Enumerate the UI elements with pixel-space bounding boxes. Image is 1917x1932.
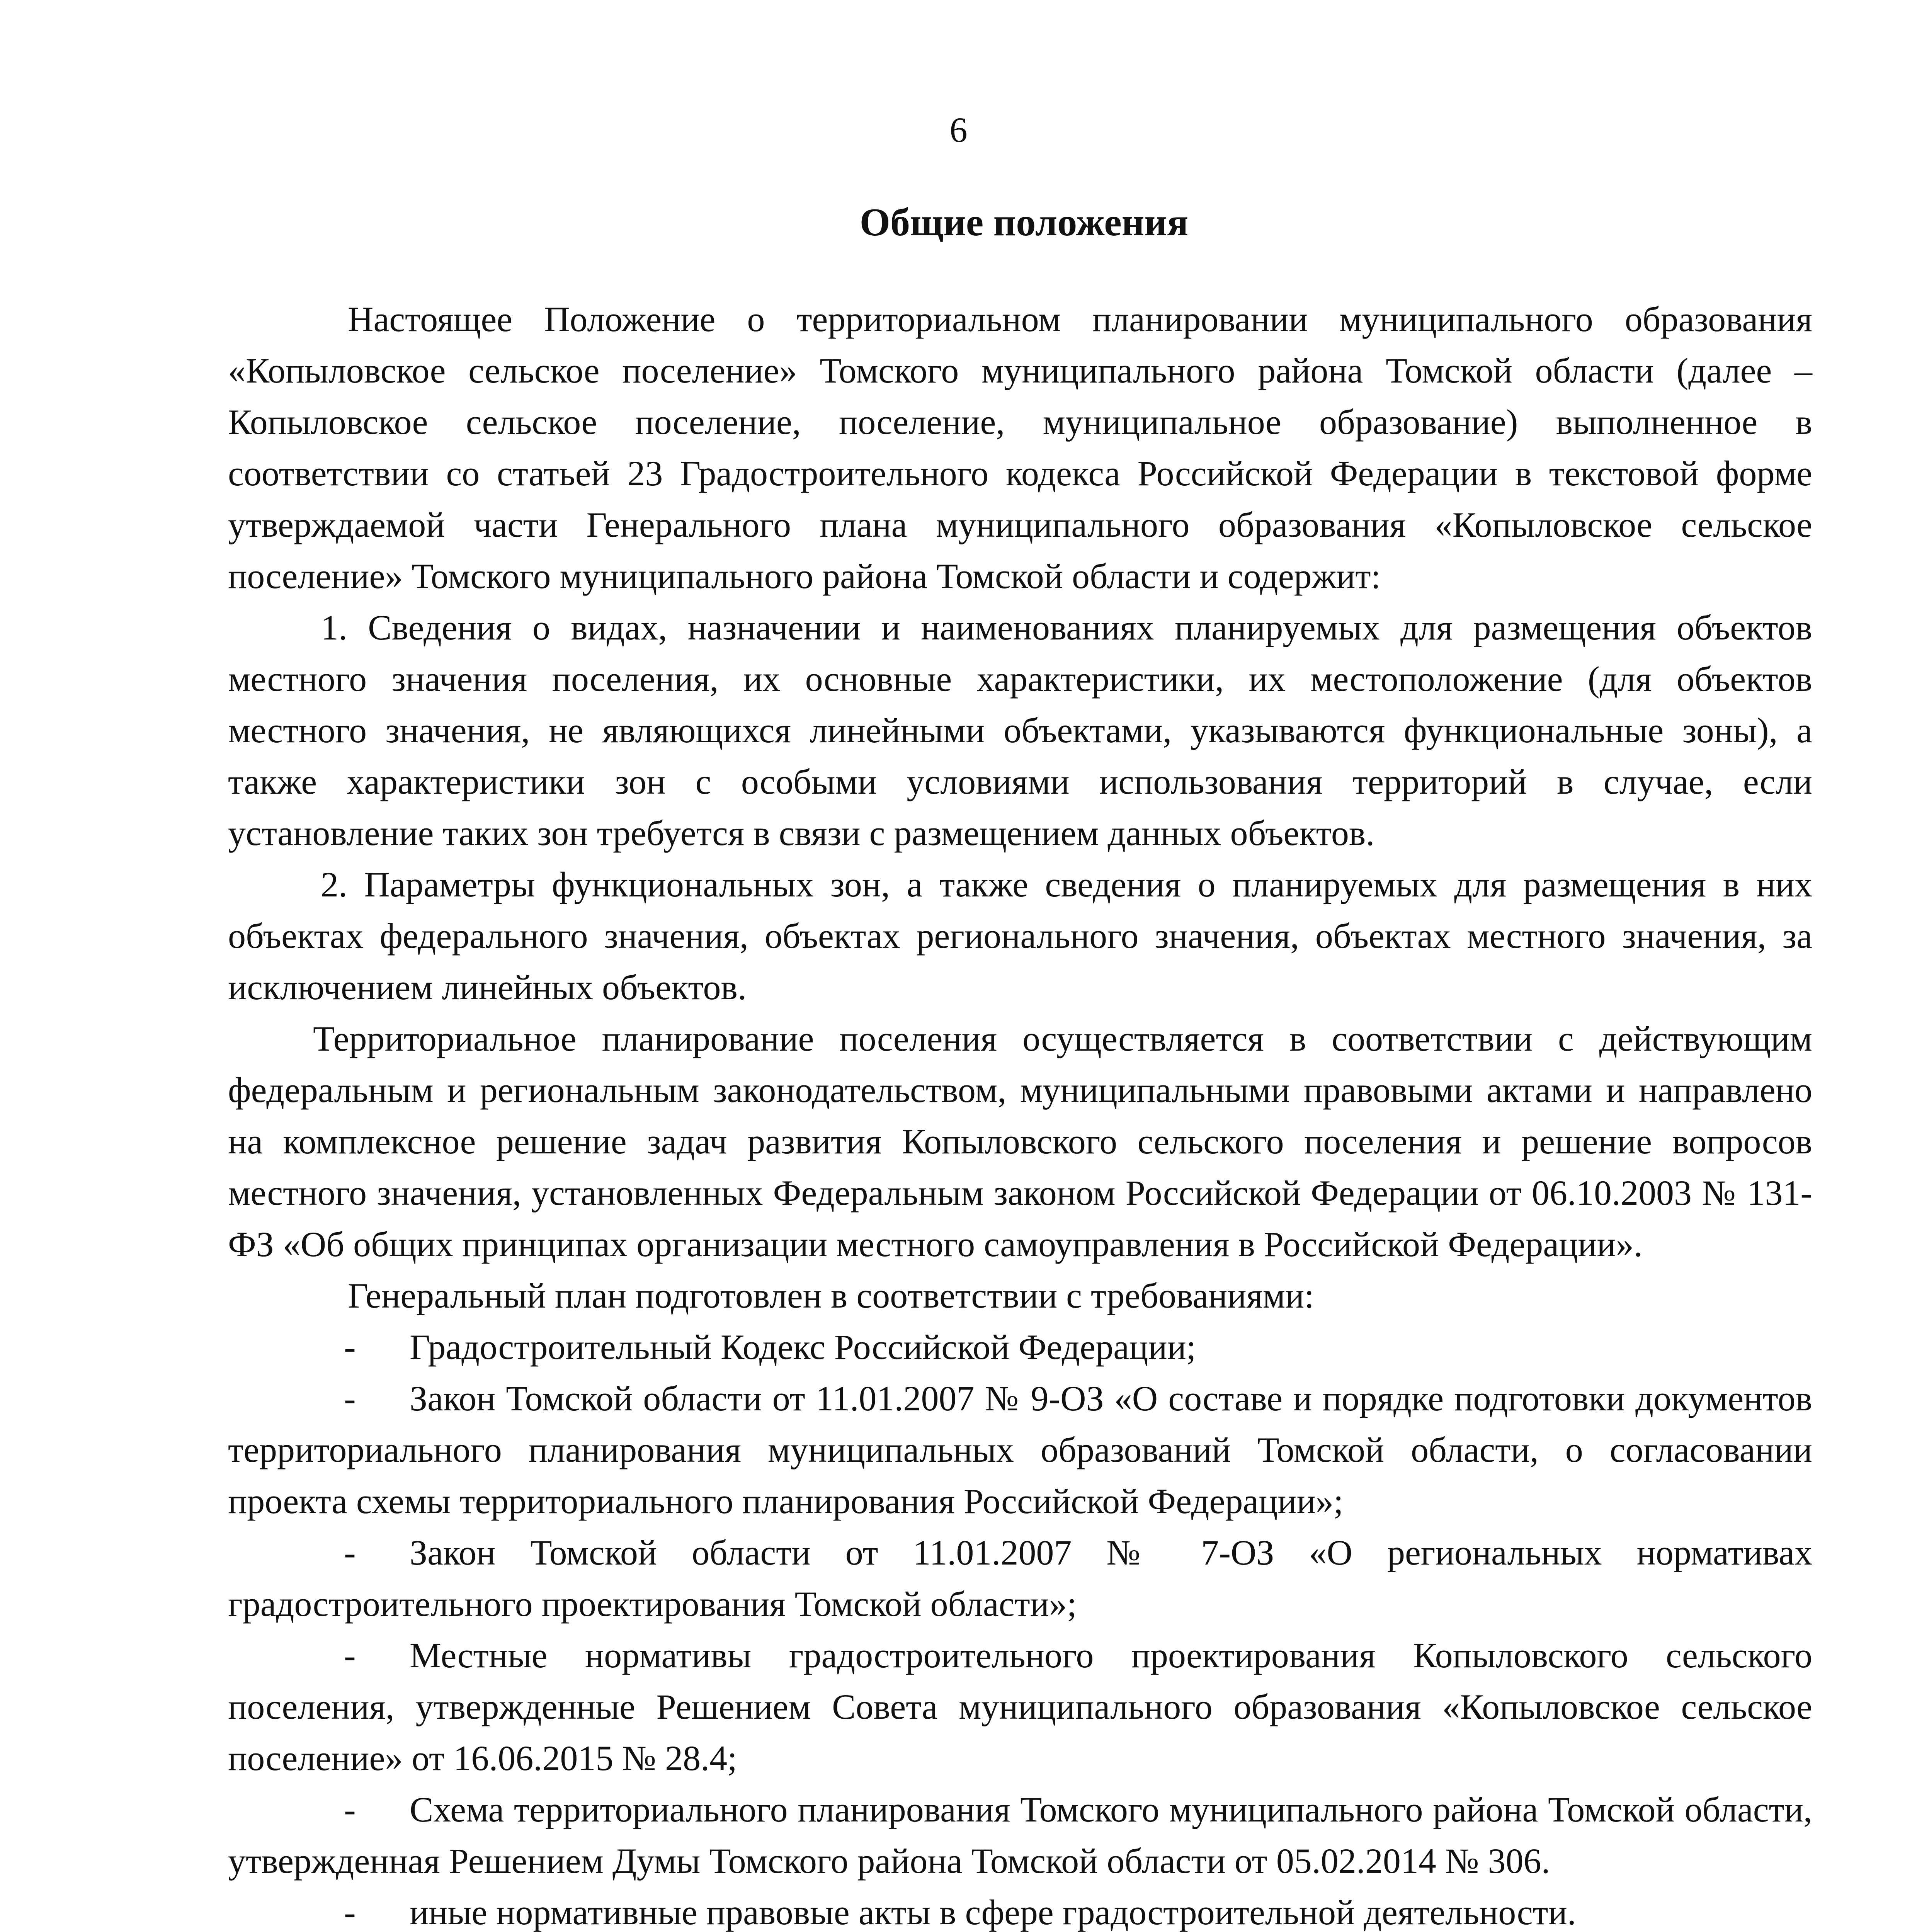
document-body bbox=[228, 294, 1812, 1932]
requirements-intro: Генеральный план подготовлен в соответствии с требованиями: bbox=[348, 1276, 1314, 1315]
requirement-item-6 bbox=[228, 1887, 1812, 1932]
intro-paragraph: Настоящее Положение о территориальном планировании муниципального образования «Копыловское сельское поселение» Томского муниципального района Томской области (далее – Копыловское сельское поселение, поселение, муниципальное образование) выполненное в соответствии со статьей 23 Градостроительного кодекса Российской Федерации в текстовой форме утверждаемой части Генерального плана муниципального образования «Копыловское сельское поселение» Томского муниципального района Томской области и содержит: bbox=[228, 299, 1812, 596]
requirement-item-2 bbox=[228, 1373, 1812, 1527]
dash-marker: - bbox=[344, 1893, 356, 1932]
requirement-text: Закон Томской области от 11.01.2007 № 7-ОЗ «О региональных нормативах градостроительного проектирования Томской области»; bbox=[228, 1533, 1812, 1624]
requirement-item-1 bbox=[228, 1321, 1812, 1373]
dash-marker: - bbox=[344, 1379, 356, 1418]
dash-marker: - bbox=[344, 1533, 356, 1572]
requirement-text: Градостроительный Кодекс Российской Федерации; bbox=[410, 1327, 1196, 1367]
requirement-text: Закон Томской области от 11.01.2007 № 9-ОЗ «О составе и порядке подготовки документов территориального планирования муниципальных образований Томской области, о согласовании проекта схемы территориального планирования Российской Федерации»; bbox=[228, 1379, 1812, 1521]
requirement-item-4 bbox=[228, 1630, 1812, 1784]
section-title: Общие положения bbox=[859, 201, 1189, 244]
planning-paragraph: Территориальное планирование поселения осуществляется в соответствии с действующим федеральным и региональным законодательством, муниципальными правовыми актами и направлено на комплексное решение задач развития Копыловского сельского поселения и решение вопросов местного значения, установленных Федеральным законом Российской Федерации от 06.10.2003 № 131-ФЗ «Об общих принципах организации местного самоуправления в Российской Федерации». bbox=[228, 1019, 1812, 1264]
dash-marker: - bbox=[344, 1790, 356, 1829]
dash-marker: - bbox=[344, 1327, 356, 1367]
requirement-text: Местные нормативы градостроительного проектирования Копыловского сельского поселения, утвержденные Решением Совета муниципального образования «Копыловское сельское поселение» от 16.06.2015 № 28.4; bbox=[228, 1636, 1812, 1778]
page-number: 6 bbox=[949, 110, 968, 150]
requirement-text: Схема территориального планирования Томского муниципального района Томской области, утвержденная Решением Думы Томского района Томской области от 05.02.2014 № 306. bbox=[228, 1790, 1812, 1881]
numbered-item-2: 2. Параметры функциональных зон, а также сведения о планируемых для размещения в них объектах федерального значения, объектах регионального значения, объектах местного значения, за исключением линейных объектов. bbox=[228, 865, 1812, 1007]
numbered-item-1: 1. Сведения о видах, назначении и наименованиях планируемых для размещения объектов местного значения поселения, их основные характеристики, их местоположение (для объектов местного значения, не являющихся линейными объектами, указываются функциональные зоны), а также характеристики зон с особыми условиями использования территорий в случае, если установление таких зон требуется в связи с размещением данных объектов. bbox=[228, 608, 1812, 853]
requirement-item-5 bbox=[228, 1784, 1812, 1887]
requirement-text: иные нормативные правовые акты в сфере градостроительной деятельности. bbox=[410, 1893, 1576, 1932]
dash-marker: - bbox=[344, 1636, 356, 1675]
requirement-item-3 bbox=[228, 1527, 1812, 1630]
